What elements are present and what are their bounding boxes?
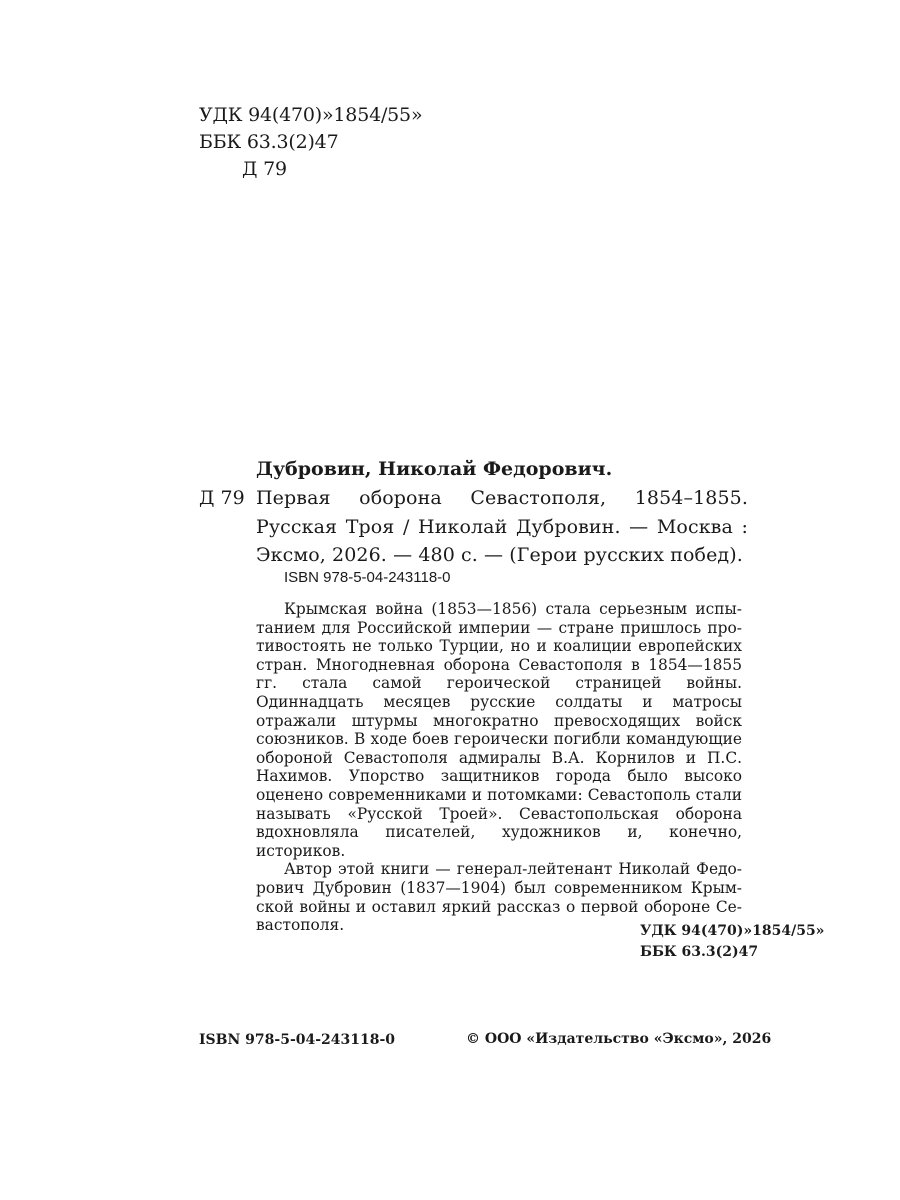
bbk-code-bottom: ББК 63.3(2)47 — [640, 944, 759, 960]
author-mark: Д 79 — [242, 158, 287, 180]
annotation-paragraph: Крымская война (1853—1856) стала серьезным испытанием для Российской империи — стране пришлось противостоять не только Турции, но и коалиции европейских стран. Многодневная оборона Севастополя в 1854—1855 гг. стала самой героической страницей войны. Одиннадцать месяцев русские солдаты и матросы отражали штурмы многократно превосходящих войск союзников. В ходе боев героически погибли командующие обороной Севастополя адмиралы В.А. Корнилов и П.С. Нахимов. Упорство защитников города было высоко оценено современниками и потомками: Севастополь стали называть «Русской Троей». Севастопольская оборона вдохновляла писателей, художников и, конечно, историков. — [256, 600, 742, 860]
bibliographic-description: Первая оборона Севастополя, 1854–1855. Русская Троя / Николай Дубровин. — Москва : Эксмо, 2026. — 480 с. — (Герои русских побед). — [256, 487, 748, 566]
bbk-code: ББК 63.3(2)47 — [199, 131, 339, 153]
isbn-line: ISBN 978-5-04-243118-0 — [284, 569, 451, 586]
udk-code: УДК 94(470)»1854/55» — [199, 104, 423, 126]
annotation-paragraph: Автор этой книги — генерал-лейтенант Николай Федорович Дубровин (1837—1904) был современником Крымской войны и оставил яркий рассказ о первой обороне Севастополя. — [256, 860, 742, 935]
udk-code-bottom: УДК 94(470)»1854/55» — [640, 923, 825, 939]
author-mark-side: Д 79 — [199, 487, 245, 509]
author-heading: Дубровин, Николай Федорович. — [256, 458, 613, 480]
copyright-notice: © ООО «Издательство «Эксмо», 2026 — [466, 1031, 772, 1047]
footer-isbn: ISBN 978-5-04-243118-0 — [199, 1032, 396, 1048]
annotation — [256, 600, 742, 935]
